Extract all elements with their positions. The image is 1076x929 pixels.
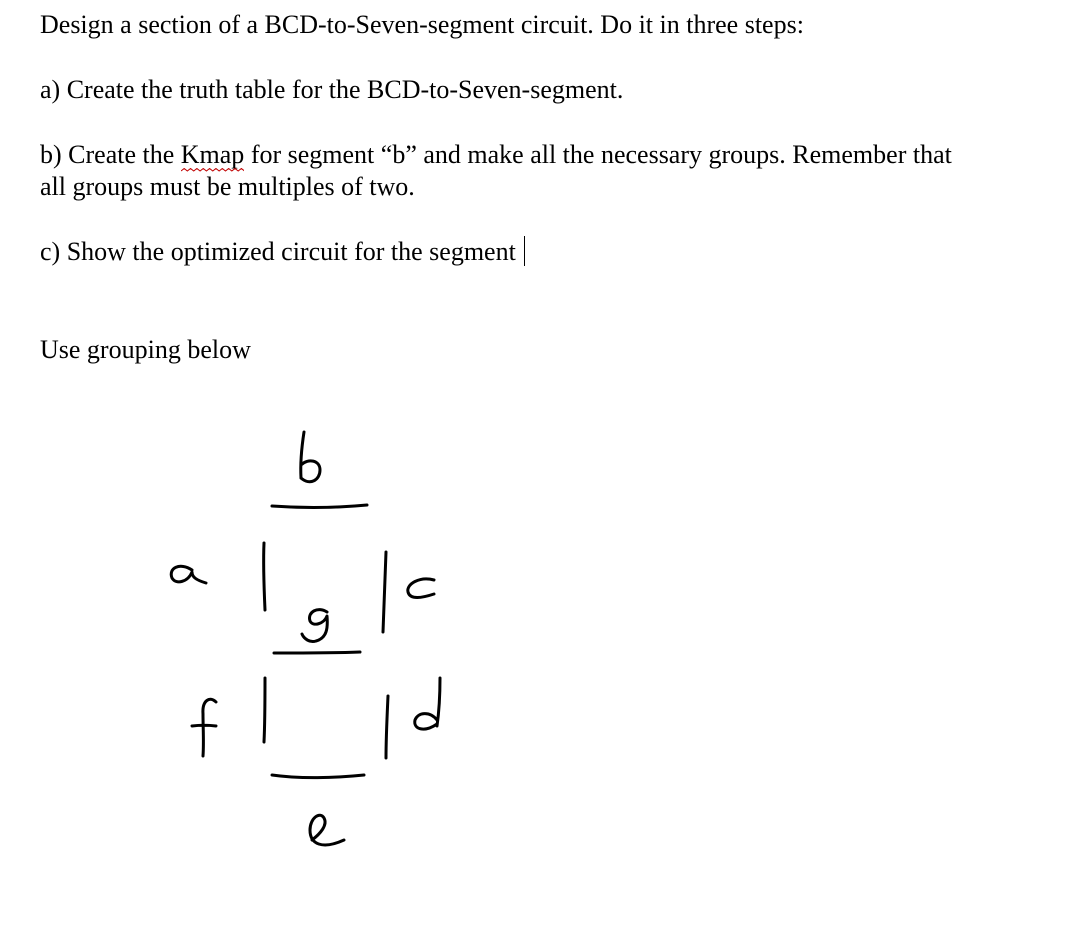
label-f	[192, 699, 216, 756]
label-c	[408, 579, 434, 598]
kmap-word[interactable]	[181, 139, 245, 171]
step-b-text-line2: all groups must be multiples of two.	[40, 172, 415, 201]
step-b-suffix: for segment “b” and make all the necessary groups. Remember that	[244, 140, 952, 169]
step-c-label: c) Show the optimized circuit for the segment	[40, 237, 516, 266]
text-cursor	[524, 236, 525, 266]
label-d	[415, 678, 440, 729]
segment-lower-right-line	[386, 696, 388, 758]
segment-middle-line	[274, 652, 360, 653]
use-grouping-text: Use grouping below	[40, 335, 251, 364]
label-a	[171, 566, 206, 583]
segment-lower-left-line	[264, 678, 265, 742]
step-c-text	[40, 236, 525, 268]
step-b-text-line1	[40, 139, 952, 171]
label-g	[302, 610, 327, 642]
instruction-title: Design a section of a BCD-to-Seven-segment circuit. Do it in three steps:	[40, 10, 804, 39]
step-a-text: a) Create the truth table for the BCD-to-Seven-segment.	[40, 75, 624, 104]
segment-upper-left-line	[264, 543, 265, 610]
label-e	[310, 815, 344, 845]
step-b-prefix: b) Create the	[40, 140, 181, 169]
label-b	[301, 432, 320, 482]
segment-upper-right-line	[383, 552, 386, 632]
kmap-word-text: Kmap	[180, 140, 245, 169]
segment-bottom-line	[272, 775, 364, 778]
seven-segment-sketch	[150, 420, 470, 870]
segment-top-line	[272, 505, 367, 507]
